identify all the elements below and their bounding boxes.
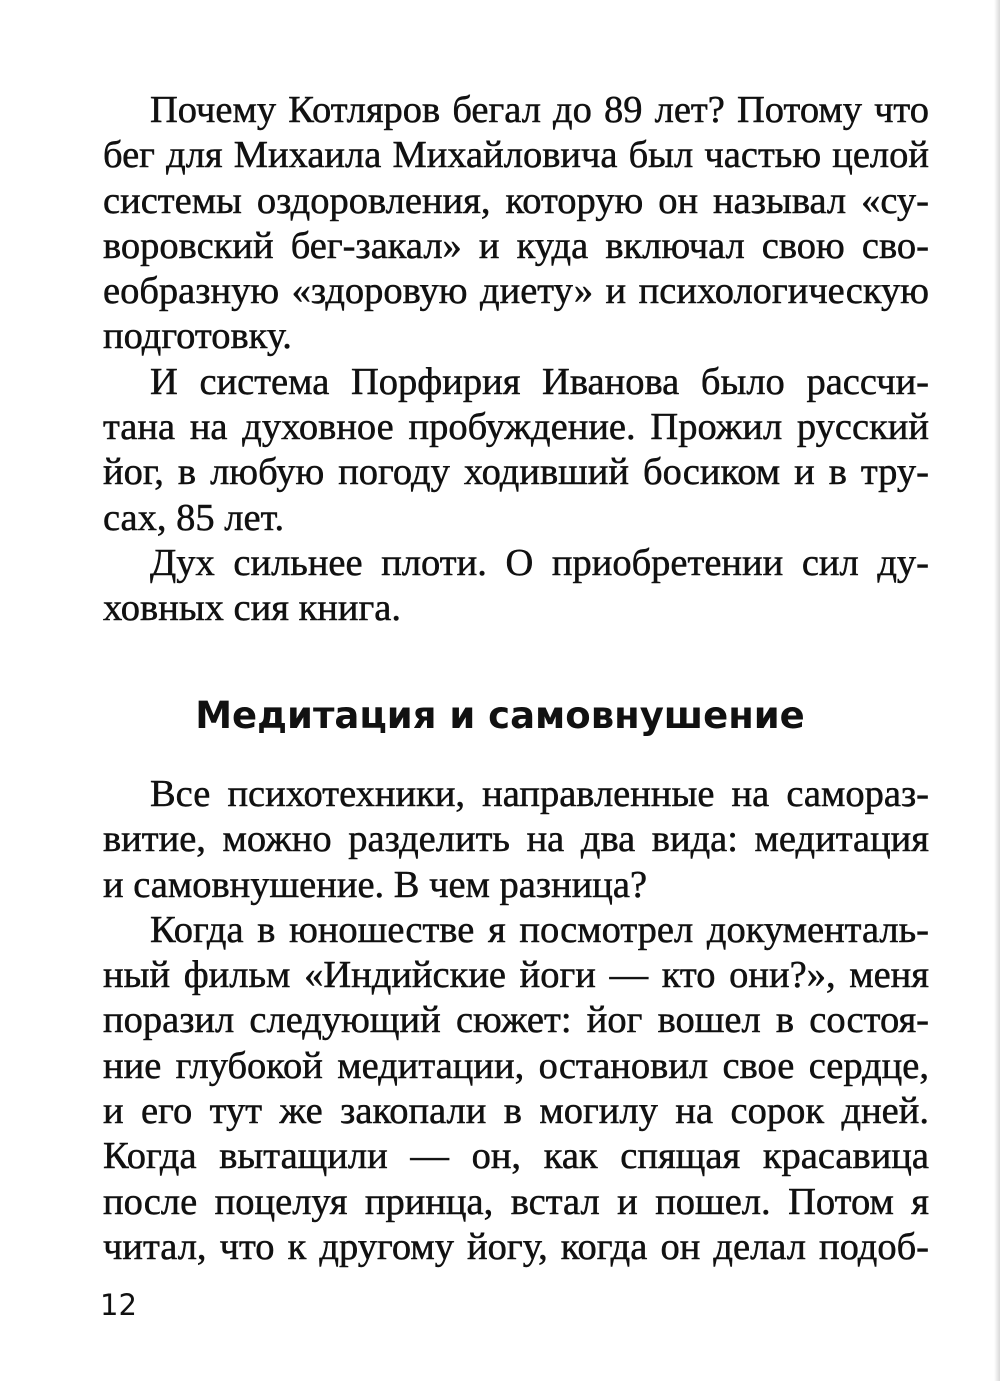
text-line: Почему Котляров бегал до 89 лет? Потому что xyxy=(150,89,929,131)
text-block-section xyxy=(103,772,929,1270)
text-line: и самовнушение. В чем разница? xyxy=(103,863,648,906)
text-line: еобразную «здоровую диету» и психологическую xyxy=(103,270,929,313)
text-line: читал, что к другому йогу, когда он делал подоб- xyxy=(103,1225,929,1268)
text-line: витие, можно разделить на два вида: медитация xyxy=(103,818,929,861)
text-line: Когда в юношестве я посмотрел документаль- xyxy=(150,908,929,951)
page-number: 12 xyxy=(100,1288,137,1322)
text-line: Дух сильнее плоти. О приобретении сил ду- xyxy=(150,541,929,584)
text-line: после поцелуя принца, встал и пошел. Потом я xyxy=(103,1180,929,1223)
text-line: подготовку. xyxy=(103,315,292,358)
paragraph xyxy=(103,541,929,632)
text-line: поразил следующий сюжет: йог вошел в состоя- xyxy=(103,999,929,1042)
text-block-intro xyxy=(103,88,929,632)
paragraph xyxy=(103,360,929,541)
paragraph xyxy=(103,908,929,1270)
text-line: сах, 85 лет. xyxy=(103,496,285,539)
page-edge-shadow xyxy=(994,0,1000,1381)
text-line: ховных сия книга. xyxy=(103,587,401,630)
paragraph xyxy=(103,772,929,908)
text-line: йог, в любую погоду ходивший босиком и в тру- xyxy=(103,451,929,494)
text-line: тана на духовное пробуждение. Прожил русский xyxy=(103,406,929,449)
text-line: бег для Михаила Михайловича был частью целой xyxy=(103,134,929,177)
paragraph xyxy=(103,88,929,360)
text-line: и его тут же закопали в могилу на сорок дней. xyxy=(103,1090,929,1133)
text-line: Все психотехники, направленные на самораз- xyxy=(150,773,929,815)
text-line: Когда вытащили — он, как спящая красавица xyxy=(103,1135,929,1178)
section-heading: Медитация и самовнушение xyxy=(195,694,805,737)
text-line: ние глубокой медитации, остановил свое сердце, xyxy=(103,1044,929,1087)
text-line: ный фильм «Индийские йоги — кто они?», меня xyxy=(103,954,929,997)
text-line: системы оздоровления, которую он называл «су- xyxy=(103,179,929,222)
text-line: И система Порфирия Иванова было рассчи- xyxy=(150,360,929,403)
text-line: воровский бег-закал» и куда включал свою сво- xyxy=(103,224,929,267)
